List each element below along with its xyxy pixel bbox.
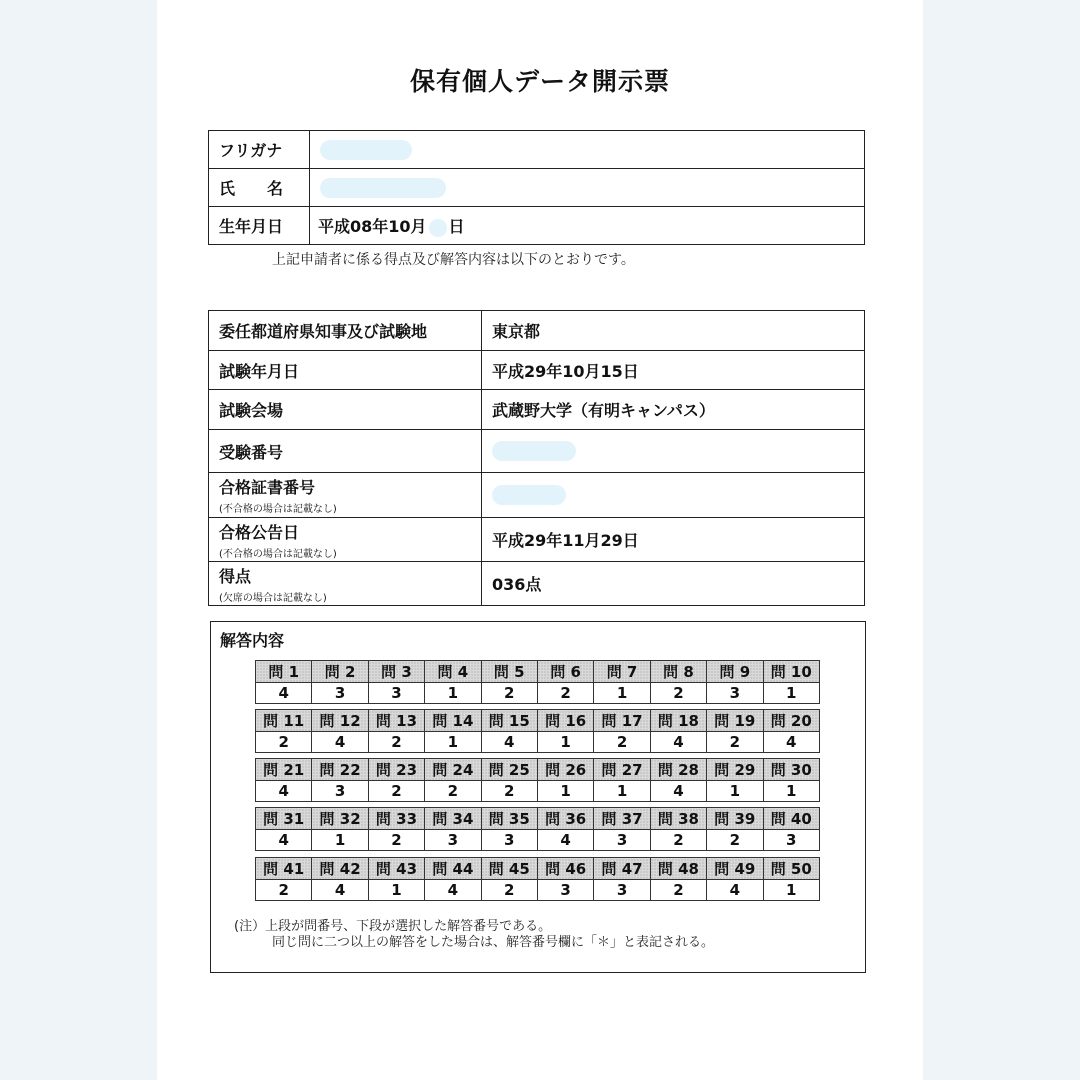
question-number-cell: 問 35 [481,808,537,830]
answer-value-cell: 3 [368,683,424,704]
exam-row-sublabel: (欠席の場合は記載なし) [219,592,327,604]
exam-row-label-cell [209,562,482,606]
question-number-cell: 問 17 [594,710,650,732]
answer-value-cell: 1 [707,781,763,802]
exam-row-label: 合格公告日 [219,522,300,542]
exam-row-label-cell [209,473,482,518]
question-number-cell: 問 31 [256,808,312,830]
question-number-cell: 問 49 [707,858,763,880]
answer-value-row [256,683,820,704]
answer-value-cell: 3 [763,830,819,851]
question-number-cell: 問 36 [537,808,593,830]
answer-value-cell: 2 [481,781,537,802]
question-number-cell: 問 25 [481,759,537,781]
exam-row-label: 試験年月日 [209,351,482,390]
exam-row [209,473,865,518]
question-number-cell: 問 23 [368,759,424,781]
page-title: 保有個人データ開示票 [409,67,670,96]
question-number-row [256,710,820,732]
exam-row-value [482,430,865,473]
question-number-cell: 問 43 [368,858,424,880]
answer-value-cell: 4 [256,683,312,704]
answer-value-cell: 3 [312,683,368,704]
exam-row [209,311,865,351]
answer-value-cell: 1 [312,830,368,851]
answer-grid [255,807,820,851]
intro-note: 上記申請者に係る得点及び解答内容は以下のとおりです。 [272,252,635,268]
exam-row-value: 平成29年11月29日 [482,518,865,562]
answer-value-cell: 2 [537,683,593,704]
name-row [209,169,865,207]
exam-row-value: 平成29年10月15日 [482,351,865,390]
answer-value-cell: 3 [594,830,650,851]
answer-value-cell: 3 [537,880,593,901]
question-number-row [256,661,820,683]
answer-value-cell: 4 [256,830,312,851]
answer-value-cell: 2 [650,830,706,851]
question-number-cell: 問 8 [650,661,706,683]
answers-title: 解答内容 [220,631,285,650]
question-number-cell: 問 14 [425,710,481,732]
answer-grid [255,857,820,901]
answer-value-cell: 3 [425,830,481,851]
question-number-cell: 問 15 [481,710,537,732]
answer-value-cell: 2 [707,732,763,753]
question-number-cell: 問 5 [481,661,537,683]
redacted-mark [320,178,446,198]
answers-note [234,919,714,951]
question-number-cell: 問 3 [368,661,424,683]
question-number-cell: 問 45 [481,858,537,880]
question-number-row [256,808,820,830]
question-number-cell: 問 11 [256,710,312,732]
birthdate-row [209,207,865,245]
furigana-row [209,131,865,169]
answer-value-cell: 1 [763,781,819,802]
name-value [310,169,865,207]
question-number-cell: 問 16 [537,710,593,732]
question-number-cell: 問 27 [594,759,650,781]
exam-row [209,518,865,562]
answer-value-cell: 4 [312,880,368,901]
question-number-cell: 問 42 [312,858,368,880]
answer-value-row [256,880,820,901]
answer-value-cell: 4 [425,880,481,901]
answer-value-cell: 4 [256,781,312,802]
exam-row-sublabel: (不合格の場合は記載なし) [219,504,337,515]
answer-value-cell: 1 [763,880,819,901]
answer-grid [255,758,820,802]
question-number-cell: 問 40 [763,808,819,830]
answer-value-cell: 4 [707,880,763,901]
question-number-cell: 問 2 [312,661,368,683]
answer-value-cell: 1 [594,781,650,802]
exam-info-table [208,310,865,606]
answer-value-cell: 1 [537,732,593,753]
question-number-cell: 問 12 [312,710,368,732]
answer-value-cell: 3 [312,781,368,802]
question-number-cell: 問 50 [763,858,819,880]
exam-row-label: 委任都道府県知事及び試験地 [209,311,482,351]
answers-note-line1: (注）上段が問番号、下段が選択した解答番号である。 [234,919,552,934]
answer-value-cell: 1 [368,880,424,901]
exam-row-value: 036点 [482,562,865,606]
question-number-cell: 問 1 [256,661,312,683]
birthdate-label: 生年月日 [209,207,310,245]
applicant-table [208,130,865,245]
exam-row [209,351,865,390]
question-number-cell: 問 10 [763,661,819,683]
question-number-cell: 問 47 [594,858,650,880]
question-number-cell: 問 26 [537,759,593,781]
answer-value-cell: 2 [368,732,424,753]
exam-row-value: 東京都 [482,311,865,351]
question-number-cell: 問 20 [763,710,819,732]
answer-value-row [256,781,820,802]
answer-value-cell: 4 [650,781,706,802]
answer-value-cell: 2 [368,781,424,802]
answer-value-row [256,732,820,753]
redacted-mark [492,441,576,461]
birthdate-suffix: 日 [448,217,465,236]
answer-value-cell: 2 [707,830,763,851]
answer-value-cell: 2 [594,732,650,753]
question-number-cell: 問 44 [425,858,481,880]
answer-value-cell: 4 [537,830,593,851]
question-number-cell: 問 38 [650,808,706,830]
question-number-cell: 問 34 [425,808,481,830]
answer-grid [255,660,820,704]
answer-value-cell: 1 [537,781,593,802]
question-number-cell: 問 13 [368,710,424,732]
answer-value-cell: 1 [763,683,819,704]
question-number-cell: 問 18 [650,710,706,732]
question-number-cell: 問 19 [707,710,763,732]
answer-value-cell: 3 [594,880,650,901]
answer-value-cell: 4 [312,732,368,753]
question-number-cell: 問 30 [763,759,819,781]
answer-value-cell: 3 [481,830,537,851]
exam-row-label: 試験会場 [209,390,482,430]
answer-value-cell: 4 [650,732,706,753]
question-number-cell: 問 24 [425,759,481,781]
exam-row-sublabel: (不合格の場合は記載なし) [219,548,337,560]
question-number-cell: 問 28 [650,759,706,781]
exam-row-value [482,473,865,518]
question-number-cell: 問 9 [707,661,763,683]
question-number-cell: 問 37 [594,808,650,830]
birthdate-value [310,207,865,245]
question-number-cell: 問 33 [368,808,424,830]
question-number-cell: 問 46 [537,858,593,880]
question-number-cell: 問 41 [256,858,312,880]
answer-value-cell: 2 [481,880,537,901]
question-number-cell: 問 48 [650,858,706,880]
answer-value-cell: 1 [425,683,481,704]
answer-value-cell: 2 [256,880,312,901]
question-number-cell: 問 4 [425,661,481,683]
answer-grid [255,709,820,753]
answer-value-cell: 2 [256,732,312,753]
question-number-cell: 問 39 [707,808,763,830]
question-number-cell: 問 29 [707,759,763,781]
name-label: 氏 名 [209,169,310,207]
answer-value-row [256,830,820,851]
redacted-mark [492,485,566,505]
exam-row-label: 合格証書番号 [219,478,316,497]
exam-row-value: 武蔵野大学（有明キャンパス） [482,390,865,430]
exam-row [209,430,865,473]
exam-row-label: 受験番号 [209,430,482,473]
answer-value-cell: 2 [425,781,481,802]
furigana-value [310,131,865,169]
question-number-cell: 問 7 [594,661,650,683]
answer-value-cell: 2 [368,830,424,851]
answer-value-cell: 2 [650,880,706,901]
question-number-row [256,858,820,880]
question-number-cell: 問 21 [256,759,312,781]
answer-value-cell: 3 [707,683,763,704]
exam-row-label: 得点 [219,566,252,586]
answer-value-cell: 4 [481,732,537,753]
exam-row-label-cell [209,518,482,562]
question-number-cell: 問 22 [312,759,368,781]
answer-value-cell: 1 [594,683,650,704]
answers-note-line2: 同じ問に二つ以上の解答をした場合は、解答番号欄に「＊」と表記される。 [272,935,715,950]
redacted-mark [429,219,447,237]
furigana-label: フリガナ [209,131,310,169]
answer-value-cell: 4 [763,732,819,753]
exam-row [209,390,865,430]
answer-value-cell: 1 [425,732,481,753]
question-number-cell: 問 6 [537,661,593,683]
answers-section [210,621,866,973]
exam-row [209,562,865,606]
birthdate-prefix: 平成08年10月 [318,217,427,236]
question-number-row [256,759,820,781]
answer-value-cell: 2 [481,683,537,704]
question-number-cell: 問 32 [312,808,368,830]
answer-value-cell: 2 [650,683,706,704]
redacted-mark [320,140,412,160]
